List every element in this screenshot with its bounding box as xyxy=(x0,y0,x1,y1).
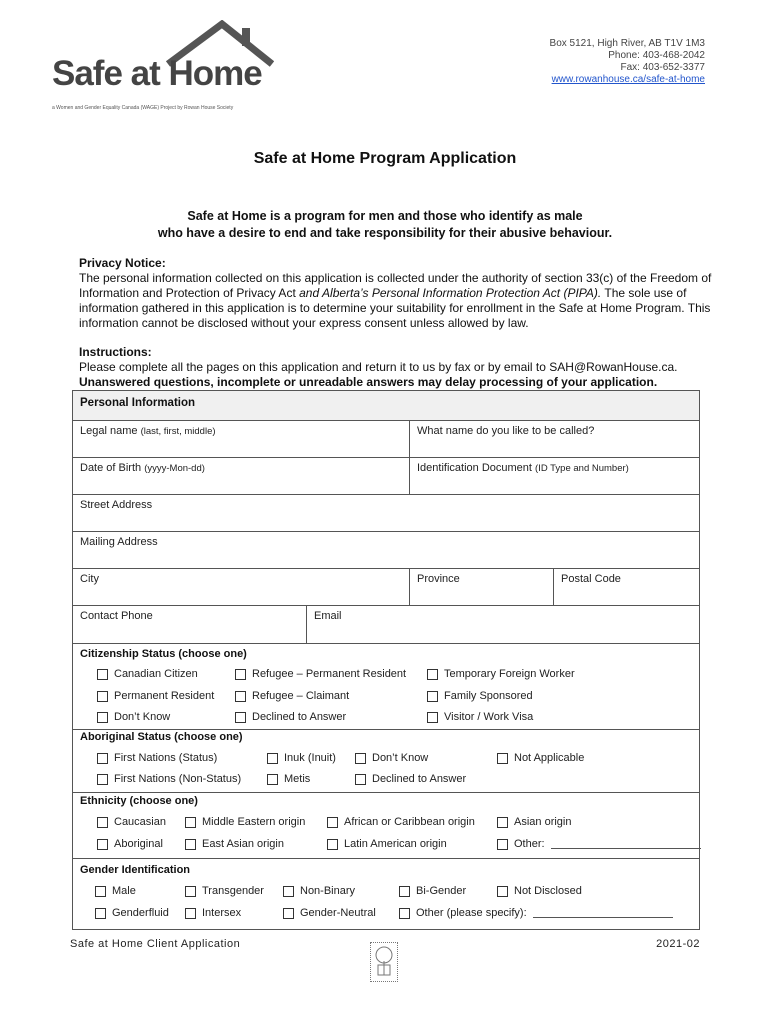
aboriginal-option[interactable]: Don’t Know xyxy=(355,752,428,764)
gender-option[interactable]: Transgender xyxy=(185,885,264,897)
checkbox-icon xyxy=(497,817,508,828)
checkbox-icon xyxy=(95,908,106,919)
logo-tagline: a Women and Gender Equality Canada (WAGE) Project by Rowan House Society xyxy=(52,105,234,111)
checkbox-icon xyxy=(283,908,294,919)
checkbox-icon xyxy=(97,712,108,723)
dob-field[interactable]: Date of Birth (yyyy-Mon-dd) xyxy=(80,462,205,474)
citizenship-option[interactable]: Permanent Resident xyxy=(97,690,214,702)
checkbox-icon xyxy=(497,839,508,850)
program-description xyxy=(0,208,770,242)
aboriginal-option[interactable]: First Nations (Status) xyxy=(97,752,217,764)
citizenship-option[interactable]: Family Sponsored xyxy=(427,690,533,702)
aboriginal-option[interactable]: Metis xyxy=(267,773,310,785)
citizenship-option[interactable]: Visitor / Work Visa xyxy=(427,711,533,723)
ethnicity-option[interactable]: African or Caribbean origin xyxy=(327,816,475,828)
instructions-line-2: Unanswered questions, incomplete or unreadable answers may delay processing of your application. xyxy=(79,375,658,389)
privacy-heading: Privacy Notice: xyxy=(79,256,166,270)
instructions xyxy=(79,345,719,390)
citizenship-option[interactable]: Refugee – Permanent Resident xyxy=(235,668,406,680)
checkbox-icon xyxy=(97,691,108,702)
privacy-text-part1: The personal information collected on this application is collected under the authority of section 33(c) of the Freedom of Information and Protection of Privacy Act xyxy=(79,271,712,300)
description-line-1: Safe at Home is a program for men and those who identify as male xyxy=(187,209,583,223)
ethnicity-option[interactable]: Asian origin xyxy=(497,816,571,828)
contact-row xyxy=(73,606,699,644)
checkbox-icon xyxy=(97,817,108,828)
checkbox-icon xyxy=(355,753,366,764)
gender-option[interactable]: Male xyxy=(95,885,136,897)
fax-number: Fax: 403-652-3377 xyxy=(620,62,705,73)
province-field[interactable]: Province xyxy=(409,569,553,605)
checkbox-icon xyxy=(235,691,246,702)
id-document-field[interactable]: Identification Document (ID Type and Number) xyxy=(409,458,699,494)
ethnicity-option[interactable]: Caucasian xyxy=(97,816,166,828)
address: Box 5121, High River, AB T1V 1M3 xyxy=(549,38,705,49)
ethnicity-option[interactable]: East Asian origin xyxy=(185,838,284,850)
checkbox-icon xyxy=(185,817,196,828)
checkbox-icon xyxy=(95,886,106,897)
preferred-name-field[interactable]: What name do you like to be called? xyxy=(409,421,699,457)
gender-option[interactable]: Bi-Gender xyxy=(399,885,466,897)
aboriginal-section xyxy=(73,730,699,793)
privacy-notice xyxy=(79,256,719,331)
other-ethnicity-input[interactable] xyxy=(551,839,701,849)
checkbox-icon xyxy=(427,712,438,723)
name-row xyxy=(73,421,699,458)
gender-option[interactable]: Non-Binary xyxy=(283,885,355,897)
website-link[interactable]: www.rowanhouse.ca/safe-at-home xyxy=(551,74,705,85)
checkbox-icon xyxy=(355,774,366,785)
personal-information-form xyxy=(72,390,700,930)
checkbox-icon xyxy=(185,839,196,850)
citizenship-option[interactable]: Refugee – Claimant xyxy=(235,690,349,702)
gender-section xyxy=(73,859,699,929)
ethnicity-heading: Ethnicity (choose one) xyxy=(80,795,198,807)
citizenship-option[interactable]: Declined to Answer xyxy=(235,711,346,723)
description-line-2: who have a desire to end and take responsibility for their abusive behaviour. xyxy=(157,226,613,240)
gender-other-option[interactable]: Other (please specify): xyxy=(399,907,673,919)
gender-option[interactable]: Not Disclosed xyxy=(497,885,582,897)
logo-text: Safe at Home xyxy=(52,54,262,93)
checkbox-icon xyxy=(267,753,278,764)
page-title: Safe at Home Program Application xyxy=(253,150,517,167)
ethnicity-section xyxy=(73,793,699,859)
aboriginal-option[interactable]: Inuk (Inuit) xyxy=(267,752,336,764)
checkbox-icon xyxy=(97,839,108,850)
checkbox-icon xyxy=(267,774,278,785)
mailing-address-field[interactable]: Mailing Address xyxy=(80,536,158,548)
instructions-heading: Instructions: xyxy=(79,345,152,359)
aboriginal-option[interactable]: Declined to Answer xyxy=(355,773,466,785)
checkbox-icon xyxy=(327,817,338,828)
checkbox-icon xyxy=(97,753,108,764)
aboriginal-option[interactable]: First Nations (Non-Status) xyxy=(97,773,241,785)
citizenship-section xyxy=(73,644,699,730)
gender-option[interactable]: Gender-Neutral xyxy=(283,907,376,919)
tree-icon xyxy=(371,943,397,981)
citizenship-option[interactable]: Temporary Foreign Worker xyxy=(427,668,575,680)
checkbox-icon xyxy=(283,886,294,897)
checkbox-icon xyxy=(427,691,438,702)
section-heading: Personal Information xyxy=(73,391,699,421)
footer-version: 2021-02 xyxy=(656,938,700,950)
citizenship-option[interactable]: Canadian Citizen xyxy=(97,668,198,680)
ethnicity-option[interactable]: Aboriginal xyxy=(97,838,163,850)
mailing-address-row xyxy=(73,532,699,569)
checkbox-icon xyxy=(97,774,108,785)
ethnicity-option[interactable]: Latin American origin xyxy=(327,838,447,850)
privacy-text xyxy=(79,271,719,331)
email-field[interactable]: Email xyxy=(306,606,699,643)
checkbox-icon xyxy=(235,712,246,723)
ethnicity-option[interactable]: Middle Eastern origin xyxy=(185,816,305,828)
checkbox-icon xyxy=(497,886,508,897)
gender-heading: Gender Identification xyxy=(80,864,191,876)
safe-at-home-logo xyxy=(52,20,262,111)
privacy-text-italic: and Alberta’s Personal Information Protection Act (PIPA). xyxy=(299,286,602,300)
footer-document-name: Safe at Home Client Application xyxy=(70,938,241,950)
ethnicity-other-option[interactable]: Other: xyxy=(497,838,701,850)
checkbox-icon xyxy=(399,886,410,897)
aboriginal-option[interactable]: Not Applicable xyxy=(497,752,584,764)
instructions-line-1: Please complete all the pages on this application and return it to us by fax or by email to SAH@RowanHouse.ca. xyxy=(79,360,678,374)
phone-number: Phone: 403-468-2042 xyxy=(608,50,705,61)
checkbox-icon xyxy=(497,753,508,764)
street-address-field[interactable]: Street Address xyxy=(80,499,153,511)
street-address-row xyxy=(73,495,699,532)
checkbox-icon xyxy=(327,839,338,850)
contact-phone-field[interactable]: Contact Phone xyxy=(80,610,153,622)
city-row xyxy=(73,569,699,606)
citizenship-heading: Citizenship Status (choose one) xyxy=(80,648,247,660)
privacy-text-part2: The sole use of information gathered in this application is to determine your suitability for enrollment in the Safe at Home Program. This information cannot be disclosed without your express consent unless allowed by law. xyxy=(79,286,711,330)
legal-name-field[interactable]: Legal name (last, first, middle) xyxy=(80,425,216,437)
checkbox-icon xyxy=(97,669,108,680)
checkbox-icon xyxy=(185,886,196,897)
other-gender-input[interactable] xyxy=(533,908,673,918)
checkbox-icon xyxy=(185,908,196,919)
citizenship-option[interactable]: Don’t Know xyxy=(97,711,170,723)
city-field[interactable]: City xyxy=(80,573,99,585)
checkbox-icon xyxy=(399,908,410,919)
rowan-house-logo-icon xyxy=(370,942,398,982)
dob-row xyxy=(73,458,699,495)
postal-code-field[interactable]: Postal Code xyxy=(553,569,699,605)
gender-option[interactable]: Genderfluid xyxy=(95,907,169,919)
gender-option[interactable]: Intersex xyxy=(185,907,241,919)
contact-block xyxy=(550,38,705,86)
checkbox-icon xyxy=(427,669,438,680)
checkbox-icon xyxy=(235,669,246,680)
aboriginal-heading: Aboriginal Status (choose one) xyxy=(80,731,243,743)
